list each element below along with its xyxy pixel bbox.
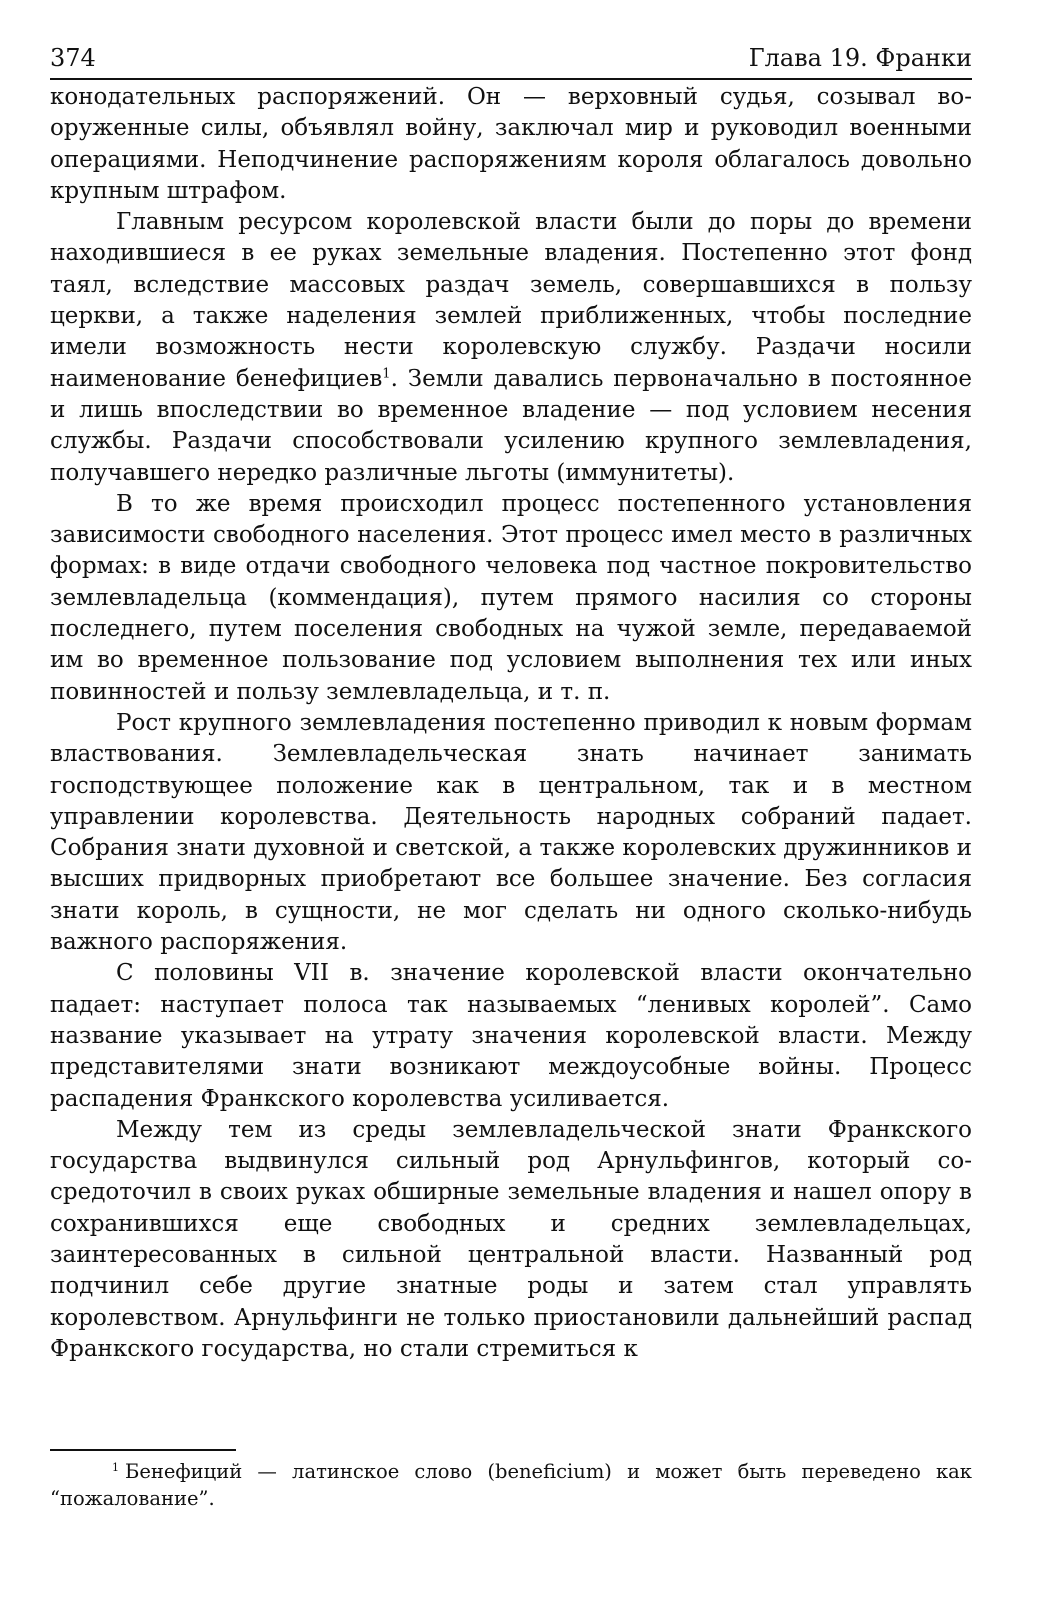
paragraph-benefices-text-start: Главным ресурсом королевской власти были до поры до времени находившиеся в ее руках земельные владения. Постепенно этот фонд таял, вследствие массовых раздач земель, совершавшихся в пользу церкви, а также наделения землей приближенных, чтобы последние имели возможность нести королевскую службу. Раздачи носили наименование бенефициев	[50, 209, 972, 392]
page-number: 374	[50, 44, 96, 72]
body-text	[50, 82, 972, 1365]
footnote	[50, 1458, 972, 1512]
running-head	[50, 40, 972, 80]
paragraph-continuation: конодательных распоряжений. Он — верховный судья, созывал вооруженные силы, объявлял войну, заключал мир и руководил военными операциями. Неподчинение распоряжениям короля облагалось довольно крупным штрафом.	[50, 84, 972, 204]
paragraph-landownership: Рост крупного землевладения постепенно приводил к новым формам властвования. Землевладельческая знать начинает занимать господствующее положение как в центральном, так и в местном управлении королевства. Деятельность народных собраний падает. Собрания знати духовной и светской, а также королевских дружинников и высших придворных приобретают все большее значение. Без согласия знати король, в сущности, не мог сделать ни одного сколько-нибудь важного распоряжения.	[50, 709, 972, 956]
paragraph-benefices-text-end: . Земли давались первоначально в постоянное и лишь впоследствии во временное владение — под условием несения службы. Раздачи способствовали усилению крупного землевладения, получавшего нередко различные льготы (иммунитеты).	[50, 365, 972, 486]
paragraph-benefices	[50, 207, 972, 489]
footnote-paragraph	[50, 1458, 972, 1512]
paragraph-dependence: В то же время происходил процесс постепенного установления зависимости свободного населения. Этот процесс имел место в различных формах: в виде отдачи свободного человека под частное покровительство землевладельца (коммендация), путем прямого насилия со стороны последнего, путем поселения свободных на чужой земле, передаваемой им во временное пользование под условием выполнения тех или иных повинностей и пользу землевладельца, и т. п.	[50, 490, 972, 705]
footnote-number: 1	[112, 1460, 119, 1474]
footnote-text: Бенефиций — латинское слово (beneficium) и может быть переведено как “пожалование”.	[50, 1460, 972, 1510]
book-page	[50, 40, 972, 1365]
footnote-divider	[50, 1449, 236, 1451]
footnote-reference[interactable]: 1	[382, 366, 391, 382]
running-title: Глава 19. Франки	[748, 44, 972, 72]
paragraph-arnulfings: Между тем из среды землевладельческой знати Франкского государства выдвинулся сильный род Арнульфингов, который сосредоточил в своих руках обширные земельные владения и нашел опору в сохранившихся еще свободных и средних землевладельцах, заинтересованных в сильной центральной власти. Названный род подчинил себе другие знатные роды и затем стал управлять королевством. Арнульфинги не только приостановили дальнейший распад Франкского государства, но стали стремиться к	[50, 1116, 972, 1362]
paragraph-lazy-kings: С половины VII в. значение королевской власти окончательно падает: наступает полоса так называемых “ленивых королей”. Само название указывает на утрату значения королевской власти. Между представителями знати возникают междоусобные войны. Процесс распадения Франкского королевства усиливается.	[50, 960, 972, 1112]
